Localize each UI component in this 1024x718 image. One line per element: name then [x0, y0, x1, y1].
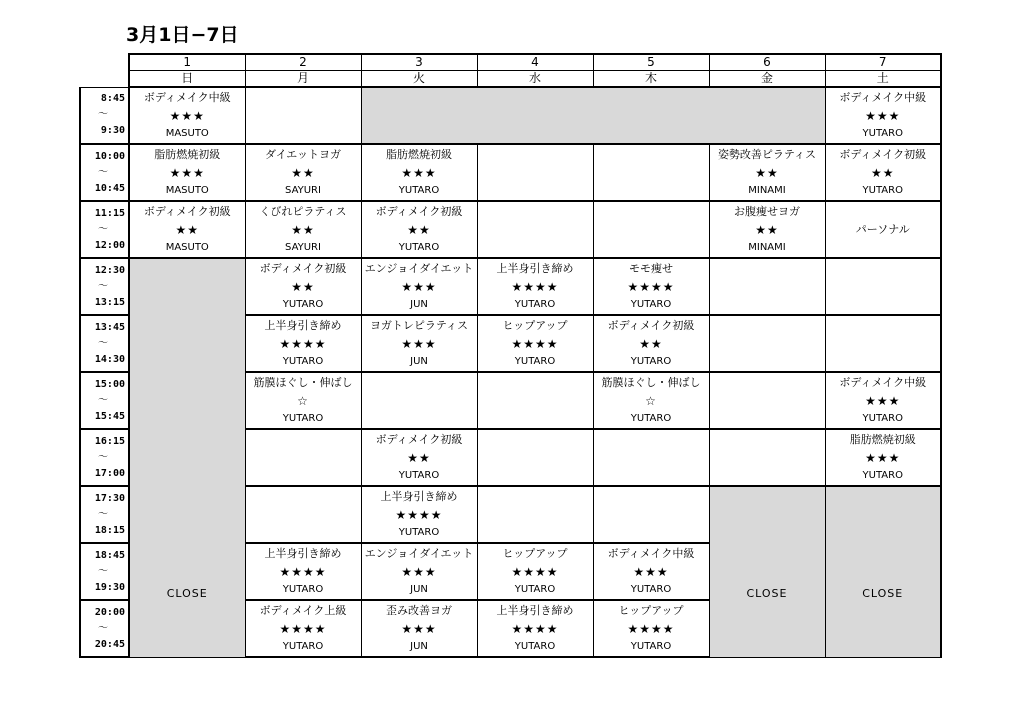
class-instructor: YUTARO: [862, 127, 903, 139]
class-level-stars: ★★★: [401, 621, 437, 636]
time-cell: [80, 486, 129, 543]
class-instructor: SAYURI: [285, 184, 321, 196]
class-level-stars: ★★: [291, 165, 315, 180]
unavailable-cell: [361, 87, 825, 144]
empty-cell: [477, 144, 593, 201]
class-name: 筋膜ほぐし・伸ばし: [601, 375, 701, 389]
time-start: 17:30: [94, 492, 125, 504]
empty-cell: [593, 486, 709, 543]
class-level-stars: ★★★: [401, 564, 437, 579]
close-label: CLOSE: [862, 586, 904, 600]
class-name: ボディメイク初級: [375, 432, 463, 446]
class-instructor: MINAMI: [748, 241, 786, 253]
class-instructor: JUN: [410, 298, 428, 310]
class-cell: [361, 600, 477, 657]
class-level-stars: ★★★★: [279, 621, 327, 636]
close-label: CLOSE: [166, 586, 208, 600]
empty-cell: [477, 372, 593, 429]
class-level-stars: ★★★★: [627, 279, 675, 294]
class-cell: [593, 600, 709, 657]
class-level-stars: ★★★: [401, 165, 437, 180]
class-name: 上半身引き締め: [380, 489, 458, 503]
weekday-row: [80, 71, 941, 88]
class-instructor: YUTARO: [514, 298, 556, 310]
time-start: 20:00: [94, 606, 125, 618]
class-level-stars: ★★★★: [511, 564, 559, 579]
class-name: エンジョイダイエット: [364, 546, 474, 560]
class-name: ヒップアップ: [618, 603, 684, 617]
day-of-week: 土: [825, 71, 941, 88]
class-instructor: YUTARO: [862, 184, 903, 196]
class-level-stars: ☆: [297, 393, 309, 408]
personal-cell: [825, 201, 941, 258]
class-cell: [825, 372, 941, 429]
class-level-stars: ★★★★: [627, 621, 675, 636]
empty-cell: [477, 429, 593, 486]
class-name: ボディメイク中級: [143, 90, 231, 104]
corner-blank: [80, 54, 129, 71]
class-level-stars: ★★★★: [511, 336, 559, 351]
class-instructor: YUTARO: [514, 583, 556, 595]
class-name: 上半身引き締め: [496, 261, 574, 275]
time-end: 15:45: [94, 410, 125, 422]
class-cell: [477, 315, 593, 372]
class-cell: [593, 258, 709, 315]
empty-cell: [361, 372, 477, 429]
class-name: 脂肪燃焼初級: [386, 147, 452, 161]
time-cell: [80, 600, 129, 657]
class-cell: [825, 87, 941, 144]
class-cell: [245, 201, 361, 258]
class-level-stars: ★★★★: [511, 621, 559, 636]
class-instructor: YUTARO: [862, 469, 903, 481]
class-name: 上半身引き締め: [496, 603, 574, 617]
class-level-stars: ★★★★: [279, 564, 327, 579]
class-instructor: MASUTO: [165, 127, 209, 139]
class-cell: [825, 144, 941, 201]
class-name: ボディメイク初級: [375, 204, 463, 218]
class-name: ダイエットヨガ: [264, 147, 342, 161]
time-cell: [80, 87, 129, 144]
class-instructor: YUTARO: [282, 640, 324, 652]
class-instructor: YUTARO: [630, 298, 672, 310]
class-cell: [477, 258, 593, 315]
class-name: ヒップアップ: [502, 318, 568, 332]
class-cell: [361, 144, 477, 201]
time-end: 10:45: [94, 182, 125, 194]
slot-row: [80, 201, 941, 258]
day-number: 3: [361, 54, 477, 71]
day-number-row: [80, 54, 941, 71]
class-instructor: YUTARO: [630, 355, 672, 367]
day-number: 2: [245, 54, 361, 71]
class-instructor: YUTARO: [630, 412, 672, 424]
time-tilde: ～: [98, 508, 108, 520]
class-name: 脂肪燃焼初級: [154, 147, 221, 161]
time-start: 12:30: [94, 264, 125, 276]
class-cell: [129, 201, 245, 258]
class-cell: [245, 543, 361, 600]
class-instructor: YUTARO: [282, 298, 324, 310]
class-cell: [245, 144, 361, 201]
class-cell: [361, 486, 477, 543]
class-cell: [245, 258, 361, 315]
time-cell: [80, 543, 129, 600]
empty-cell: [245, 486, 361, 543]
class-name: ボディメイク初級: [607, 318, 695, 332]
time-start: 15:00: [94, 378, 125, 390]
class-instructor: YUTARO: [398, 469, 440, 481]
time-tilde: ～: [98, 337, 108, 349]
day-of-week: 木: [593, 71, 709, 88]
class-level-stars: ★★★: [401, 279, 437, 294]
class-cell: [825, 429, 941, 486]
class-instructor: YUTARO: [398, 184, 440, 196]
class-level-stars: ★★: [407, 222, 431, 237]
class-instructor: YUTARO: [514, 355, 556, 367]
time-start: 11:15: [94, 207, 125, 219]
day-of-week: 水: [477, 71, 593, 88]
time-cell: [80, 144, 129, 201]
closed-cell: [129, 258, 245, 657]
class-instructor: YUTARO: [282, 355, 324, 367]
class-instructor: JUN: [410, 355, 428, 367]
class-name: モモ痩せ: [629, 261, 673, 275]
day-number: 6: [709, 54, 825, 71]
day-number: 7: [825, 54, 941, 71]
closed-cell: [825, 486, 941, 657]
class-level-stars: ★★: [407, 450, 431, 465]
empty-cell: [245, 429, 361, 486]
class-cell: [245, 372, 361, 429]
schedule-table: [79, 53, 942, 658]
class-name: ヨガトレピラティス: [369, 318, 469, 332]
class-level-stars: ★★: [291, 222, 315, 237]
class-name: ボディメイク初級: [143, 204, 231, 218]
empty-cell: [825, 258, 941, 315]
time-end: 14:30: [94, 353, 125, 365]
slot-row: [80, 258, 941, 315]
class-name: ボディメイク中級: [839, 375, 927, 389]
time-start: 10:00: [94, 150, 125, 162]
time-tilde: ～: [98, 451, 108, 463]
class-name: ボディメイク上級: [259, 603, 347, 617]
class-level-stars: ★★: [755, 165, 779, 180]
page-title: 3月1日−7日: [126, 24, 239, 46]
empty-cell: [709, 429, 825, 486]
class-instructor: YUTARO: [514, 640, 556, 652]
empty-cell: [245, 87, 361, 144]
time-end: 18:15: [94, 524, 125, 536]
time-cell: [80, 258, 129, 315]
class-instructor: JUN: [410, 583, 428, 595]
class-cell: [361, 315, 477, 372]
class-cell: [361, 543, 477, 600]
class-level-stars: ★★★: [401, 336, 437, 351]
class-cell: [129, 144, 245, 201]
empty-cell: [709, 372, 825, 429]
day-number: 4: [477, 54, 593, 71]
class-instructor: YUTARO: [398, 241, 440, 253]
class-instructor: YUTARO: [630, 640, 672, 652]
class-instructor: JUN: [410, 640, 428, 652]
empty-cell: [593, 144, 709, 201]
empty-cell: [825, 315, 941, 372]
time-end: 12:00: [94, 239, 125, 251]
class-level-stars: ★★★: [633, 564, 669, 579]
class-level-stars: ★★★: [169, 108, 205, 123]
class-level-stars: ★★★: [865, 450, 901, 465]
time-cell: [80, 315, 129, 372]
empty-cell: [477, 201, 593, 258]
class-name: 脂肪燃焼初級: [849, 432, 916, 446]
class-name: ボディメイク中級: [607, 546, 695, 560]
corner-blank: [80, 71, 129, 88]
class-instructor: MINAMI: [748, 184, 786, 196]
time-tilde: ～: [98, 280, 108, 292]
empty-cell: [593, 429, 709, 486]
time-cell: [80, 429, 129, 486]
class-level-stars: ★★★: [865, 393, 901, 408]
time-tilde: ～: [98, 223, 108, 235]
class-instructor: YUTARO: [630, 583, 672, 595]
class-name: お腹痩せヨガ: [734, 204, 800, 218]
class-level-stars: ★★: [755, 222, 779, 237]
time-end: 17:00: [94, 467, 125, 479]
time-start: 13:45: [94, 321, 125, 333]
empty-cell: [709, 258, 825, 315]
class-name: 姿勢改善ピラティス: [717, 147, 817, 161]
class-name: ボディメイク初級: [839, 147, 927, 161]
class-instructor: MASUTO: [165, 241, 209, 253]
day-of-week: 月: [245, 71, 361, 88]
class-name: 上半身引き締め: [264, 546, 342, 560]
time-tilde: ～: [98, 565, 108, 577]
day-of-week: 金: [709, 71, 825, 88]
class-level-stars: ★★★★: [395, 507, 443, 522]
class-cell: [129, 87, 245, 144]
class-cell: [245, 600, 361, 657]
time-end: 9:30: [100, 125, 125, 137]
time-cell: [80, 372, 129, 429]
slot-row: [80, 87, 941, 144]
class-level-stars: ★★★★: [511, 279, 559, 294]
empty-cell: [709, 315, 825, 372]
time-end: 20:45: [94, 638, 125, 650]
time-start: 8:45: [100, 93, 125, 105]
class-cell: [593, 315, 709, 372]
class-level-stars: ☆: [645, 393, 657, 408]
time-start: 16:15: [94, 435, 125, 447]
class-cell: [709, 144, 825, 201]
class-level-stars: ★★: [175, 222, 199, 237]
day-number: 5: [593, 54, 709, 71]
class-instructor: MASUTO: [165, 184, 209, 196]
personal-label: パーソナル: [855, 222, 910, 236]
class-level-stars: ★★★: [169, 165, 205, 180]
class-level-stars: ★★: [291, 279, 315, 294]
day-number: 1: [129, 54, 245, 71]
class-cell: [477, 600, 593, 657]
time-end: 19:30: [94, 581, 125, 593]
class-cell: [361, 429, 477, 486]
class-name: エンジョイダイエット: [364, 261, 474, 275]
class-cell: [593, 543, 709, 600]
class-instructor: SAYURI: [285, 241, 321, 253]
class-name: ヒップアップ: [502, 546, 568, 560]
time-tilde: ～: [98, 394, 108, 406]
time-tilde: ～: [98, 166, 108, 178]
class-name: ボディメイク中級: [839, 90, 927, 104]
class-cell: [477, 543, 593, 600]
class-cell: [593, 372, 709, 429]
class-cell: [361, 258, 477, 315]
time-end: 13:15: [94, 296, 125, 308]
class-cell: [709, 201, 825, 258]
time-cell: [80, 201, 129, 258]
empty-cell: [593, 201, 709, 258]
class-name: ボディメイク初級: [259, 261, 347, 275]
class-level-stars: ★★: [639, 336, 663, 351]
class-name: 歪み改善ヨガ: [386, 603, 452, 617]
class-level-stars: ★★: [870, 165, 895, 180]
time-tilde: ～: [98, 109, 108, 121]
class-instructor: YUTARO: [282, 583, 324, 595]
close-label: CLOSE: [746, 586, 788, 600]
class-instructor: YUTARO: [862, 412, 903, 424]
empty-cell: [477, 486, 593, 543]
day-of-week: 火: [361, 71, 477, 88]
class-instructor: YUTARO: [398, 526, 440, 538]
class-name: 上半身引き締め: [264, 318, 342, 332]
class-instructor: YUTARO: [282, 412, 324, 424]
class-name: 筋膜ほぐし・伸ばし: [253, 375, 353, 389]
closed-cell: [709, 486, 825, 657]
slot-row: [80, 144, 941, 201]
time-start: 18:45: [94, 549, 125, 561]
class-level-stars: ★★★★: [279, 336, 327, 351]
time-tilde: ～: [98, 622, 108, 634]
day-of-week: 日: [129, 71, 245, 88]
class-level-stars: ★★★: [865, 108, 901, 123]
class-cell: [361, 201, 477, 258]
class-cell: [245, 315, 361, 372]
class-name: くびれピラティス: [259, 204, 347, 218]
